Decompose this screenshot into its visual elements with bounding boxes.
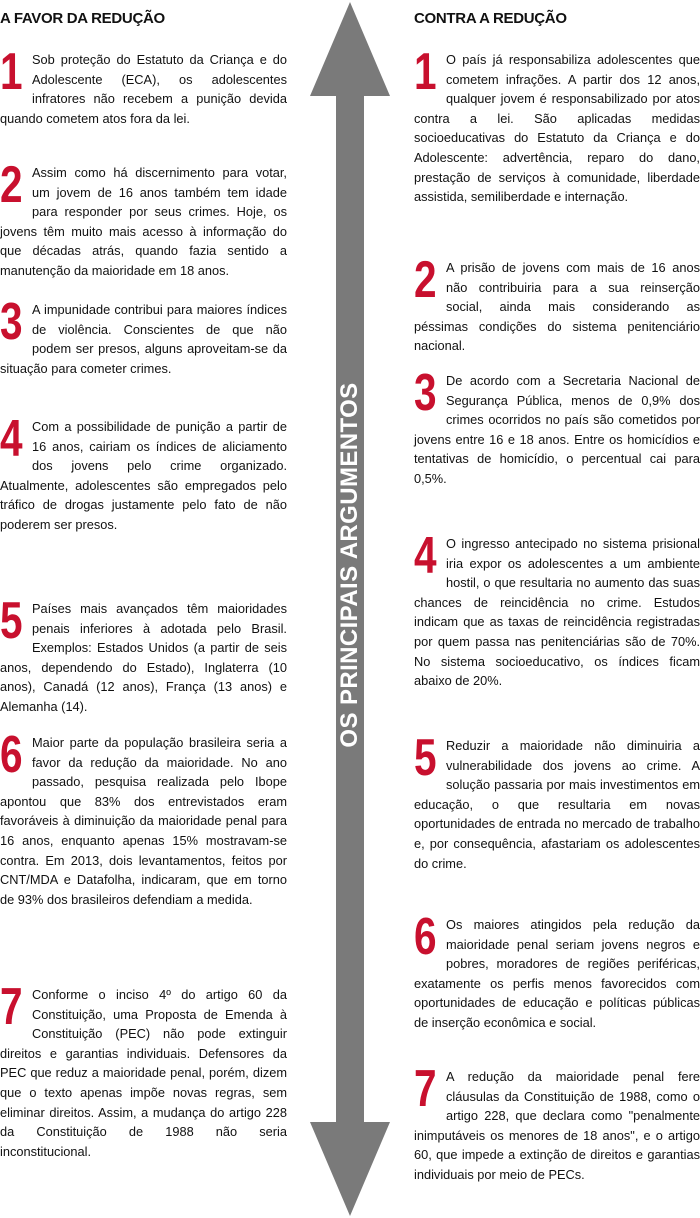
favor-argument bbox=[0, 726, 287, 909]
argument-number: 6 bbox=[414, 908, 437, 966]
argument-number: 5 bbox=[414, 729, 437, 787]
against-argument bbox=[414, 43, 700, 207]
favor-argument bbox=[0, 978, 287, 1161]
argument-number: 5 bbox=[0, 592, 23, 650]
argument-text: Os maiores atingidos pela redução da maioridade penal seriam jovens negros e pobres, moradores de regiões periféricas, exatamente os perfis menos favorecidos com oportunidades de educação e políticas públicas de inserção econômica e social. bbox=[414, 917, 700, 1030]
argument-number: 7 bbox=[0, 978, 23, 1036]
argument-text: Sob proteção do Estatuto da Criança e do Adolescente (ECA), os adolescentes infratores não recebem a punição devida quando cometem atos fora da lei. bbox=[0, 52, 287, 126]
against-argument bbox=[414, 251, 700, 356]
center-title: OS PRINCIPAIS ARGUMENTOS bbox=[336, 382, 363, 748]
against-argument bbox=[414, 729, 700, 873]
against-column bbox=[414, 0, 700, 1182]
against-argument bbox=[414, 908, 700, 1033]
argument-number: 3 bbox=[0, 293, 23, 351]
favor-column bbox=[0, 0, 287, 1159]
argument-number: 7 bbox=[414, 1060, 437, 1118]
argument-text: Maior parte da população brasileira seria a favor da redução da maioridade. No ano passado, pesquisa realizada pelo Ibope apontou que 83% dos entrevistados eram favoráveis à diminuição da maioridade penal para 16 anos, enquanto apenas 15% mostravam-se contra. Em 2013, dois levantamentos, feitos por CNT/MDA e Datafolha, indicaram, que em torno de 93% dos brasileiros defendiam a medida. bbox=[0, 735, 287, 907]
center-arrow bbox=[300, 0, 400, 1218]
argument-text: Reduzir a maioridade não diminuiria a vulnerabilidade dos jovens ao crime. A solução passaria por mais investimentos em educação, o que resultaria em novas oportunidades de entrada no mercado de trabalho e, por consequência, afastariam os adolescentes do crime. bbox=[414, 738, 700, 871]
argument-text: A redução da maioridade penal fere cláusulas da Constituição de 1988, como o artigo 228, que declara como "penalmente inimputáveis os menores de 18 anos", e o artigo 60, que impede a extinção de direitos e garantias individuais por meio de PECs. bbox=[414, 1069, 700, 1182]
argument-number: 4 bbox=[414, 527, 437, 585]
favor-argument bbox=[0, 293, 287, 378]
argument-text: Conforme o inciso 4º do artigo 60 da Constituição, uma Proposta de Emenda à Constituição (PEC) não pode extinguir direitos e garantias individuais. Defensores da PEC que reduz a maioridade penal, porém, dizem que o texto apenas impõe novas regras, sem eliminar direitos. Assim, a mudança do artigo 228 da Constituição de 1988 não seria inconstitucional. bbox=[0, 987, 287, 1159]
argument-text: A prisão de jovens com mais de 16 anos não contribuiria para a sua reinserção social, ainda mais considerando as péssimas condições do sistema penitenciário nacional. bbox=[414, 260, 700, 354]
argument-number: 6 bbox=[0, 726, 23, 784]
argument-text: O país já responsabiliza adolescentes que cometem infrações. A partir dos 12 anos, qualquer jovem é responsabilizado por atos contra a lei. São aplicadas medidas socioeducativas do Estatuto da Criança e do Adolescente: advertência, reparo do dano, prestação de serviços à comunidade, liberdade assistida, semiliberdade e internação. bbox=[414, 52, 700, 205]
argument-text: Com a possibilidade de punição a partir de 16 anos, cairiam os índices de aliciamento dos jovens pelo crime organizado. Atualmente, adolescentes são empregados pelo tráfico de drogas justamente pelo fato de não poderem ser presos. bbox=[0, 419, 287, 532]
argument-text: A impunidade contribui para maiores índices de violência. Conscientes de que não podem ser presos, alguns aproveitam-se da situação para cometer crimes. bbox=[0, 302, 287, 376]
argument-number: 2 bbox=[0, 156, 23, 214]
argument-number: 4 bbox=[0, 410, 23, 468]
favor-argument bbox=[0, 410, 287, 535]
argument-number: 1 bbox=[414, 43, 437, 101]
against-argument bbox=[414, 1060, 700, 1185]
favor-heading: A FAVOR DA REDUÇÃO bbox=[0, 10, 165, 27]
favor-argument bbox=[0, 43, 287, 128]
argument-number: 2 bbox=[414, 251, 437, 309]
argument-text: Países mais avançados têm maioridades penais inferiores à adotada pelo Brasil. Exemplos: Estados Unidos (a partir de seis anos, dependendo do Estado), Inglaterra (10 anos), Canadá (12 anos), França (13 anos) e Alemanha (14). bbox=[0, 601, 287, 714]
against-argument bbox=[414, 527, 700, 691]
argument-number: 3 bbox=[414, 364, 437, 422]
argument-text: O ingresso antecipado no sistema prisional iria expor os adolescentes a um ambiente hostil, o que resultaria no aumento das suas chances de reincidência no crime. Estudos indicam que as taxas de reincidência registradas por quem passa nas penitenciárias são de 70%. No sistema socioeducativo, os índices ficam abaixo de 20%. bbox=[414, 536, 700, 689]
argument-number: 1 bbox=[0, 43, 23, 101]
against-heading: CONTRA A REDUÇÃO bbox=[414, 10, 567, 27]
favor-argument bbox=[0, 592, 287, 717]
argument-text: De acordo com a Secretaria Nacional de Segurança Pública, menos de 0,9% dos crimes ocorridos no país são cometidos por jovens entre 16 e 18 anos. Entre os homicídios e tentativas de homicídio, o percentual cai para 0,5%. bbox=[414, 373, 700, 486]
against-argument bbox=[414, 364, 700, 489]
argument-text: Assim como há discernimento para votar, um jovem de 16 anos também tem idade para responder por seus crimes. Hoje, os jovens têm muito mais acesso à informação do que décadas atrás, quando fazia sentido a manutenção da maioridade em 18 anos. bbox=[0, 165, 287, 278]
favor-argument bbox=[0, 156, 287, 281]
